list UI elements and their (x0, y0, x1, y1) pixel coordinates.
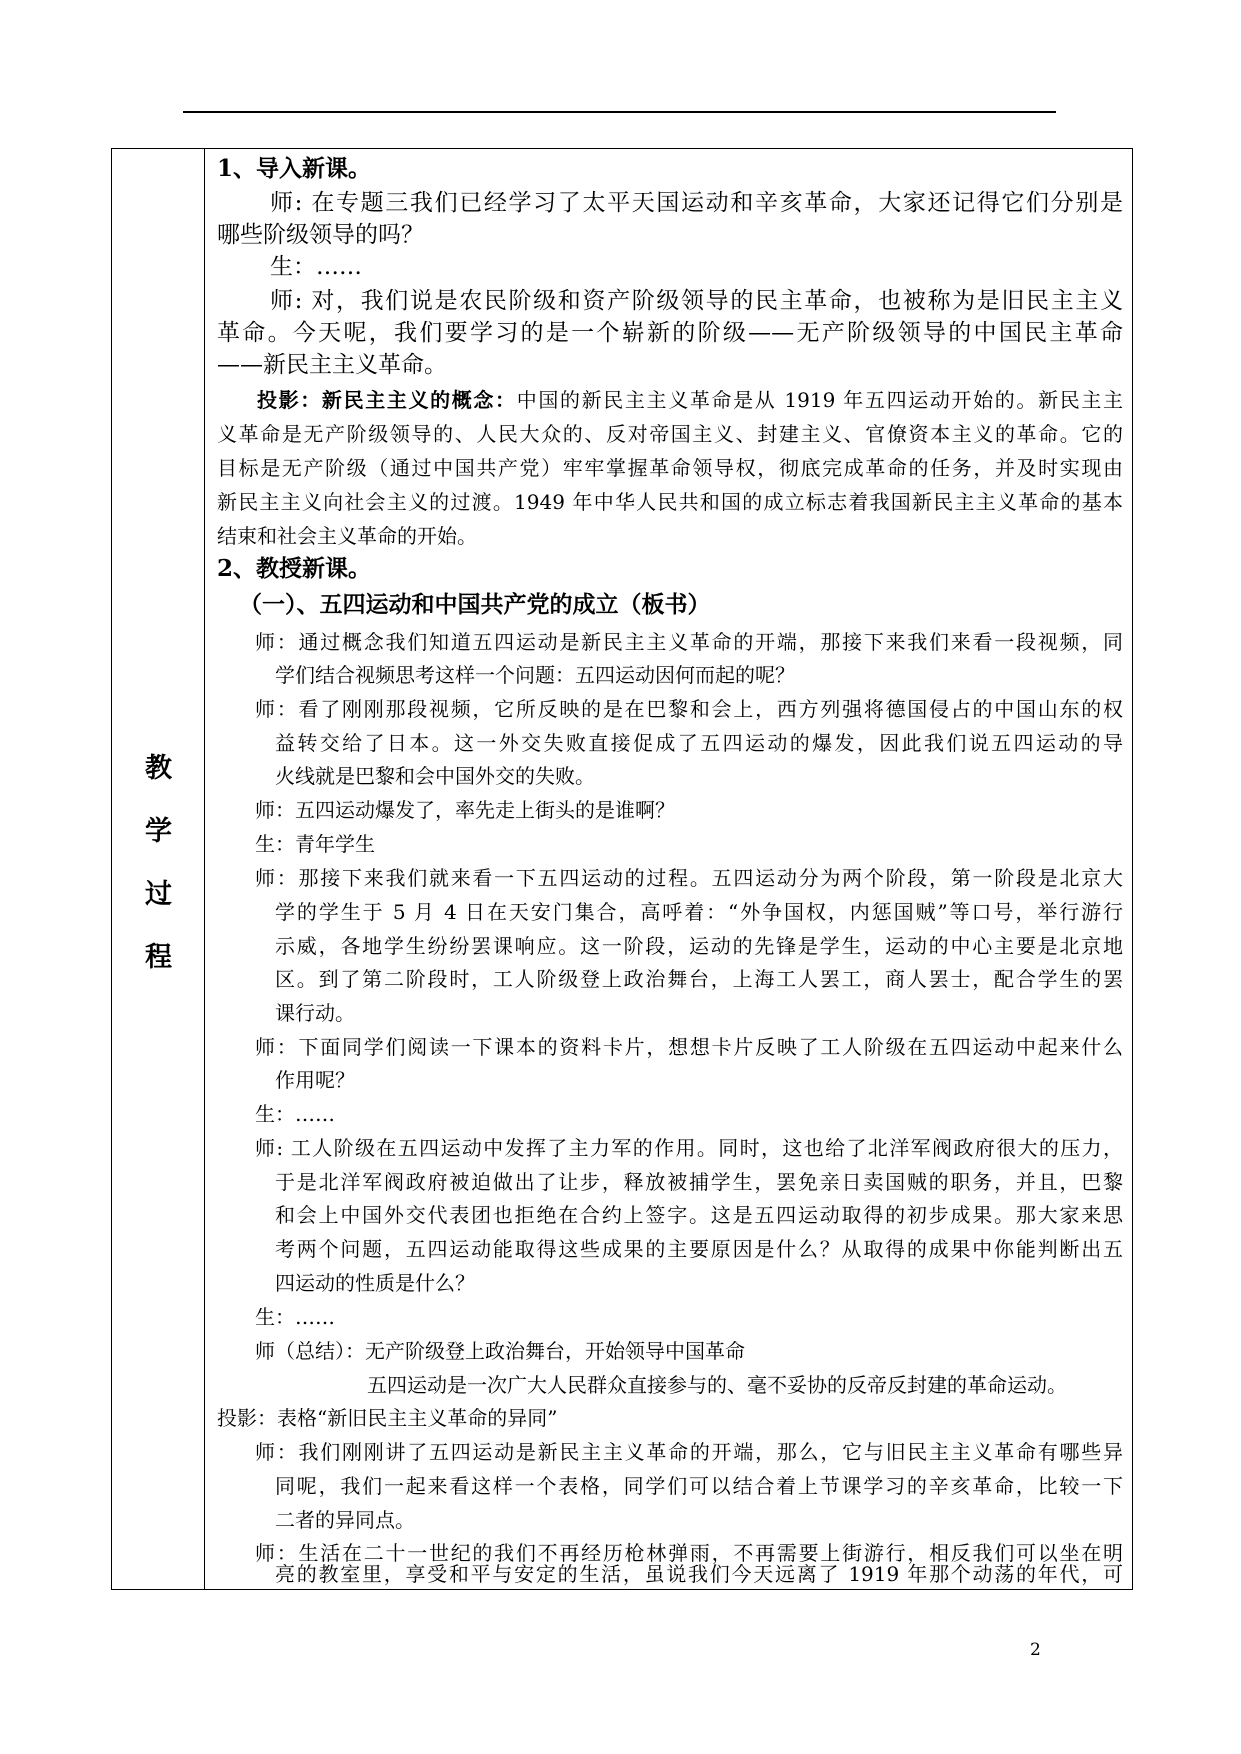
heading-new-lesson: 2、教授新课。 (217, 555, 372, 582)
dialogue-line: 课行动。 (275, 1001, 355, 1025)
concept-paragraph-line: 结束和社会主义革命的开始。 (217, 524, 477, 548)
dialogue-line: 作用呢？ (275, 1068, 355, 1092)
dialogue-line: 和会上中国外交代表团也拒绝在合约上签字。这是五四运动取得的初步成果。那大家来思 (275, 1203, 1123, 1227)
dialogue-line: 师：看了刚刚那段视频，它所反映的是在巴黎和会上，西方列强将德国侵占的中国山东的权 (255, 697, 1123, 721)
section-label-char: 教 (145, 753, 172, 784)
summary-line: 师（总结）：无产阶级登上政治舞台，开始领导中国革命 (255, 1339, 745, 1363)
dialogue-line: 亮的教室里，享受和平与安定的生活，虽说我们今天远离了 1919 年那个动荡的年代，可 (275, 1562, 1123, 1586)
dialogue-line: 四运动的性质是什么？ (275, 1271, 475, 1295)
section-label-char: 程 (145, 942, 172, 973)
dialogue-line: 同呢，我们一起来看这样一个表格，同学们可以结合着上节课学习的辛亥革命，比较一下 (275, 1474, 1123, 1498)
concept-paragraph-line: 目标是无产阶级（通过中国共产党）牢牢掌握革命领导权，彻底完成革命的任务，并及时实现由 (217, 456, 1123, 480)
concept-paragraph-line: 新民主主义向社会主义的过渡。1949 年中华人民共和国的成立标志着我国新民主主义革命的基本 (217, 490, 1123, 514)
dialogue-line: 师：通过概念我们知道五四运动是新民主主义革命的开端，那接下来我们来看一段视频，同 (255, 630, 1123, 654)
dialogue-line: 师: 工人阶级在五四运动中发挥了主力军的作用。同时，这也给了北洋军阀政府很大的压力， (255, 1136, 1123, 1160)
projection-table-note: 投影：表格“新旧民主主义革命的异同” (217, 1406, 558, 1430)
dialogue-line: 二者的异同点。 (275, 1508, 415, 1532)
page-number: 2 (1030, 1640, 1041, 1660)
dialogue-line: 生：青年学生 (255, 832, 375, 856)
dialogue-line: 生：…… (255, 1305, 335, 1329)
intro-paragraph-line: 师: 对，我们说是农民阶级和资产阶级领导的民主革命，也被称为是旧民主主义 (270, 288, 1123, 314)
dialogue-line: 师：我们刚刚讲了五四运动是新民主主义革命的开端，那么，它与旧民主主义革命有哪些异 (255, 1440, 1123, 1464)
dialogue-line: 生：…… (255, 1102, 335, 1126)
dialogue-line: 师：五四运动爆发了，率先走上街头的是谁啊？ (255, 798, 675, 822)
intro-paragraph-line: 哪些阶级领导的吗？ (217, 222, 424, 248)
intro-paragraph-line: ——新民主主义革命。 (217, 352, 447, 378)
student-response: 生：…… (270, 254, 362, 280)
subheading-section-1: （一）、五四运动和中国共产党的成立（板书） (239, 591, 711, 618)
header-rule (183, 111, 1056, 113)
dialogue-line: 益转交给了日本。这一外交失败直接促成了五四运动的爆发，因此我们说五四运动的导 (275, 731, 1123, 755)
lesson-table (111, 148, 1133, 1590)
concept-paragraph-line: 义革命是无产阶级领导的、人民大众的、反对帝国主义、封建主义、官僚资本主义的革命。它的 (217, 422, 1123, 446)
dialogue-line: 于是北洋军阀政府被迫做出了让步，释放被捕学生，罢免亲日卖国贼的职务，并且，巴黎 (275, 1170, 1123, 1194)
dialogue-line: 学的学生于 5 月 4 日在天安门集合，高呼着：“外争国权，内惩国贼”等口号，举行游行 (275, 900, 1123, 924)
dialogue-line: 师：生活在二十一世纪的我们不再经历枪林弹雨，不再需要上街游行，相反我们可以坐在明 (255, 1541, 1123, 1565)
dialogue-line: 学们结合视频思考这样一个问题：五四运动因何而起的呢？ (275, 663, 795, 687)
dialogue-line: 师：下面同学们阅读一下课本的资料卡片，想想卡片反映了工人阶级在五四运动中起来什么 (255, 1035, 1123, 1059)
dialogue-line: 考两个问题，五四运动能取得这些成果的主要原因是什么？从取得的成果中你能判断出五 (275, 1237, 1123, 1261)
intro-paragraph-line: 革命。今天呢，我们要学习的是一个崭新的阶级——无产阶级领导的中国民主革命 (217, 320, 1123, 346)
dialogue-line: 区。到了第二阶段时，工人阶级登上政治舞台，上海工人罢工，商人罢士，配合学生的罢 (275, 967, 1123, 991)
dialogue-line: 火线就是巴黎和会中国外交的失败。 (275, 764, 595, 788)
concept-paragraph-line: 投影：新民主主义的概念：中国的新民主主义革命是从 1919 年五四运动开始的。新民主主 (257, 388, 1123, 412)
dialogue-line: 师：那接下来我们就来看一下五四运动的过程。五四运动分为两个阶段，第一阶段是北京大 (255, 866, 1123, 890)
section-label-char: 过 (145, 879, 172, 910)
section-label-char: 学 (145, 816, 172, 847)
heading-intro: 1、导入新课。 (217, 155, 372, 182)
dialogue-line: 示威，各地学生纷纷罢课响应。这一阶段，运动的先锋是学生，运动的中心主要是北京地 (275, 934, 1123, 958)
intro-paragraph-line: 师: 在专题三我们已经学习了太平天国运动和辛亥革命，大家还记得它们分别是 (270, 190, 1123, 216)
concept-label: 投影：新民主主义的概念： (257, 388, 517, 412)
section-label-cell (112, 149, 205, 1589)
summary-line: 五四运动是一次广大人民群众直接参与的、毫不妥协的反帝反封建的革命运动。 (367, 1373, 1067, 1397)
